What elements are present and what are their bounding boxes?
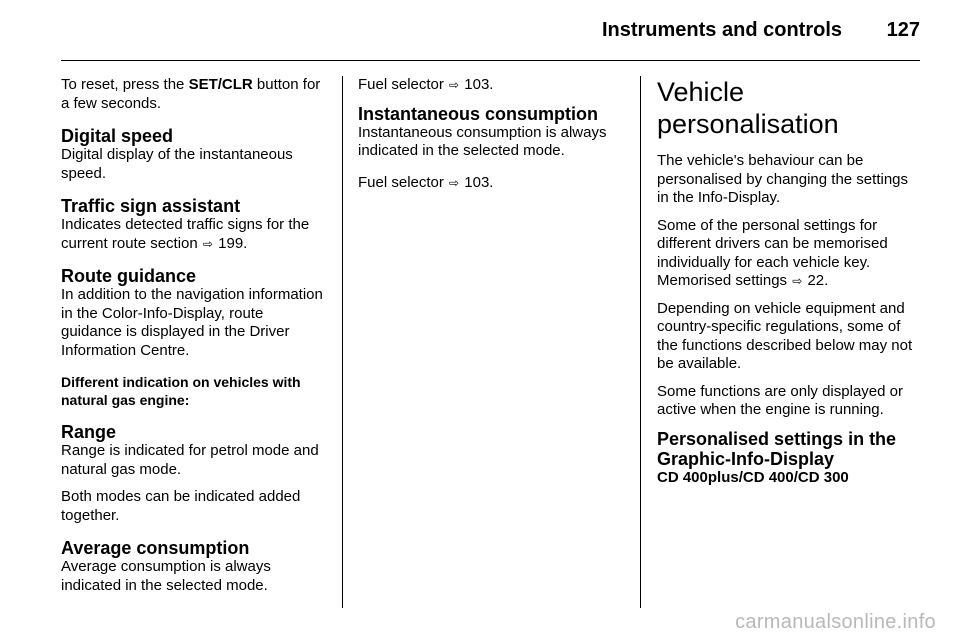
route-guidance-text: In addition to the navigation information in the Color-Info-Display, route guidance is displayed in the Driver Information Centre. bbox=[61, 286, 323, 359]
traffic-sign-text: Indicates detected traffic signs for the current route section ⇨ 199. bbox=[61, 216, 310, 252]
average-consumption-heading: Average consumption bbox=[61, 538, 250, 558]
column-2 bbox=[358, 76, 626, 201]
traffic-sign-section bbox=[61, 196, 327, 253]
page-header bbox=[0, 0, 960, 60]
route-guidance-heading: Route guidance bbox=[61, 266, 197, 286]
page-reference-link[interactable]: 22. bbox=[807, 272, 829, 289]
column-3 bbox=[657, 76, 923, 487]
memorised-settings-text: Some of the personal settings for different drivers can be memorised individually for each vehicle key. Memorised settings ⇨ 22. bbox=[657, 216, 888, 289]
cross-reference-arrow-icon: ⇨ bbox=[792, 274, 803, 288]
column-divider-2 bbox=[640, 76, 641, 608]
route-guidance-section bbox=[61, 266, 327, 360]
instantaneous-consumption-section bbox=[358, 104, 626, 161]
header-divider bbox=[61, 60, 920, 61]
natural-gas-note: Different indication on vehicles with natural gas engine: bbox=[61, 374, 301, 408]
set-clr-button-label: SET/CLR bbox=[188, 76, 253, 93]
cross-reference-arrow-icon: ⇨ bbox=[449, 78, 460, 92]
cross-reference-arrow-icon: ⇨ bbox=[202, 236, 213, 251]
range-heading: Range bbox=[61, 422, 117, 442]
page-reference-link[interactable]: 103. bbox=[464, 173, 494, 191]
average-consumption-section bbox=[61, 538, 327, 595]
fuel-selector-ref-1: Fuel selector ⇨ 103. bbox=[358, 76, 494, 93]
range-text-2: Both modes can be indicated added together. bbox=[61, 488, 301, 524]
range-text-1: Range is indicated for petrol mode and natural gas mode. bbox=[61, 442, 319, 478]
digital-speed-heading: Digital speed bbox=[61, 126, 174, 146]
watermark: carmanualsonline.info bbox=[735, 611, 936, 633]
page-number: 127 bbox=[886, 19, 920, 41]
reset-instruction: To reset, press the SET/CLR button for a few seconds. bbox=[61, 76, 321, 112]
column-divider-1 bbox=[342, 76, 343, 608]
chapter-title: Vehicle personalisation bbox=[657, 77, 839, 139]
cross-reference-arrow-icon: ⇨ bbox=[449, 175, 460, 190]
engine-running-text: Some functions are only displayed or active when the engine is running. bbox=[657, 382, 903, 418]
page-reference-link[interactable]: 103. bbox=[464, 76, 494, 93]
personalisation-intro: The vehicle's behaviour can be personalised by changing the settings in the Info-Display. bbox=[657, 152, 909, 206]
instantaneous-consumption-heading: Instantaneous consumption bbox=[358, 103, 599, 124]
fuel-selector-ref-2: Fuel selector ⇨ 103. bbox=[358, 173, 494, 191]
page-reference-link[interactable]: 199. bbox=[218, 234, 248, 252]
instantaneous-consumption-text: Instantaneous consumption is always indicated in the selected mode. bbox=[358, 123, 607, 159]
section-title: Instruments and controls bbox=[601, 19, 842, 41]
column-1 bbox=[61, 76, 327, 604]
digital-speed-text: Digital display of the instantaneous speed. bbox=[61, 146, 293, 182]
radio-models: CD 400plus/CD 400/CD 300 bbox=[657, 468, 849, 486]
graphic-info-display-section bbox=[657, 429, 923, 487]
traffic-sign-heading: Traffic sign assistant bbox=[61, 196, 241, 216]
digital-speed-section bbox=[61, 126, 327, 183]
graphic-info-display-heading: Personalised settings in the Graphic-Info-Display bbox=[657, 428, 897, 469]
average-consumption-text: Average consumption is always indicated in the selected mode. bbox=[61, 558, 271, 594]
equipment-availability-text: Depending on vehicle equipment and country-specific regulations, some of the functions described below may not be available. bbox=[657, 299, 913, 372]
range-section bbox=[61, 422, 327, 525]
